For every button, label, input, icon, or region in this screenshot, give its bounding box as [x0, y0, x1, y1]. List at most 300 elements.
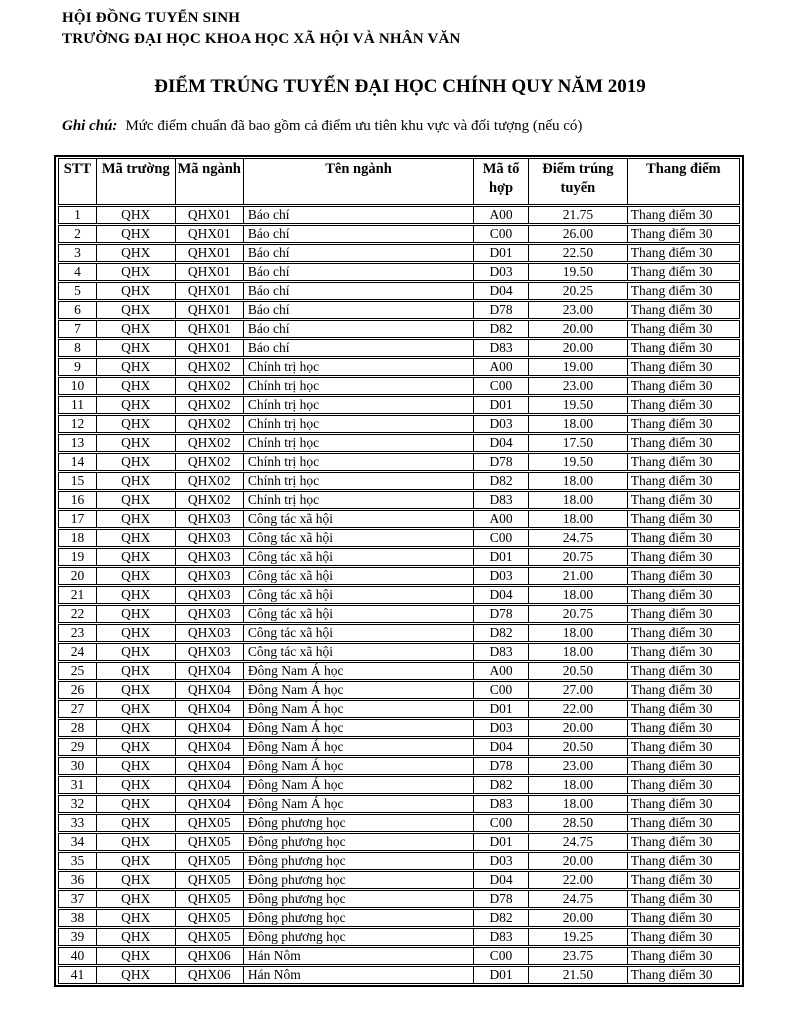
cell-diem-trung-tuyen: 20.00 — [529, 719, 628, 737]
cell-ma-nganh: QHX02 — [176, 377, 244, 395]
cell-diem-trung-tuyen: 22.00 — [529, 700, 628, 718]
cell-thang-diem: Thang điểm 30 — [628, 472, 740, 490]
cell-ma-nganh: QHX03 — [176, 643, 244, 661]
table-row — [58, 263, 740, 281]
cell-ma-to-hop: D01 — [474, 700, 529, 718]
table-row — [58, 301, 740, 319]
cell-stt: 27 — [58, 700, 97, 718]
cell-ma-to-hop: D83 — [474, 491, 529, 509]
cell-diem-trung-tuyen: 26.00 — [529, 225, 628, 243]
cell-stt: 29 — [58, 738, 97, 756]
cell-ma-nganh: QHX02 — [176, 434, 244, 452]
cell-ma-to-hop: D01 — [474, 244, 529, 262]
cell-ma-to-hop: D83 — [474, 795, 529, 813]
column-header-ma-to-hop: Mã tổ hợp — [474, 158, 529, 205]
table-row — [58, 814, 740, 832]
cell-stt: 36 — [58, 871, 97, 889]
cell-ma-to-hop: D01 — [474, 548, 529, 566]
cell-ten-nganh: Chính trị học — [244, 415, 474, 433]
cell-ma-to-hop: D82 — [474, 320, 529, 338]
cell-diem-trung-tuyen: 19.25 — [529, 928, 628, 946]
cell-ten-nganh: Báo chí — [244, 320, 474, 338]
cell-ma-nganh: QHX05 — [176, 852, 244, 870]
cell-thang-diem: Thang điểm 30 — [628, 206, 740, 224]
cell-ten-nganh: Chính trị học — [244, 491, 474, 509]
cell-ten-nganh: Chính trị học — [244, 453, 474, 471]
scores-table — [58, 157, 740, 985]
cell-ten-nganh: Đông Nam Á học — [244, 719, 474, 737]
table-row — [58, 624, 740, 642]
table-row — [58, 472, 740, 490]
page-title: ĐIỂM TRÚNG TUYỂN ĐẠI HỌC CHÍNH QUY NĂM 2019 — [154, 76, 646, 97]
cell-ma-nganh: QHX06 — [176, 966, 244, 984]
table-row — [58, 529, 740, 547]
cell-stt: 16 — [58, 491, 97, 509]
note-text: Mức điểm chuẩn đã bao gồm cả điểm ưu tiên khu vực và đối tượng (nếu có) — [125, 118, 583, 134]
column-header-diem-trung-tuyen: Điểm trúng tuyển — [529, 158, 628, 205]
cell-ma-truong: QHX — [97, 719, 176, 737]
cell-thang-diem: Thang điểm 30 — [628, 966, 740, 984]
cell-ma-truong: QHX — [97, 491, 176, 509]
cell-ten-nganh: Công tác xã hội — [244, 605, 474, 623]
cell-diem-trung-tuyen: 23.00 — [529, 757, 628, 775]
cell-ma-nganh: QHX01 — [176, 320, 244, 338]
cell-diem-trung-tuyen: 18.00 — [529, 510, 628, 528]
cell-thang-diem: Thang điểm 30 — [628, 377, 740, 395]
cell-thang-diem: Thang điểm 30 — [628, 643, 740, 661]
cell-stt: 11 — [58, 396, 97, 414]
cell-stt: 28 — [58, 719, 97, 737]
cell-ma-nganh: QHX02 — [176, 415, 244, 433]
cell-ten-nganh: Công tác xã hội — [244, 567, 474, 585]
cell-diem-trung-tuyen: 22.00 — [529, 871, 628, 889]
table-row — [58, 890, 740, 908]
cell-ma-to-hop: D82 — [474, 472, 529, 490]
table-row — [58, 757, 740, 775]
cell-ma-truong: QHX — [97, 852, 176, 870]
cell-ten-nganh: Đông phương học — [244, 852, 474, 870]
table-row — [58, 339, 740, 357]
cell-diem-trung-tuyen: 21.50 — [529, 966, 628, 984]
cell-ma-nganh: QHX04 — [176, 757, 244, 775]
cell-diem-trung-tuyen: 20.50 — [529, 738, 628, 756]
cell-ma-nganh: QHX04 — [176, 776, 244, 794]
cell-ten-nganh: Chính trị học — [244, 434, 474, 452]
cell-ma-truong: QHX — [97, 529, 176, 547]
cell-ten-nganh: Đông phương học — [244, 814, 474, 832]
cell-stt: 35 — [58, 852, 97, 870]
column-header-stt: STT — [58, 158, 97, 205]
cell-stt: 3 — [58, 244, 97, 262]
cell-thang-diem: Thang điểm 30 — [628, 339, 740, 357]
table-row — [58, 738, 740, 756]
cell-ma-to-hop: D04 — [474, 871, 529, 889]
cell-diem-trung-tuyen: 18.00 — [529, 415, 628, 433]
cell-diem-trung-tuyen: 20.25 — [529, 282, 628, 300]
cell-diem-trung-tuyen: 24.75 — [529, 833, 628, 851]
cell-ma-to-hop: D04 — [474, 738, 529, 756]
cell-thang-diem: Thang điểm 30 — [628, 529, 740, 547]
table-row — [58, 605, 740, 623]
cell-ma-to-hop: D01 — [474, 833, 529, 851]
cell-ten-nganh: Công tác xã hội — [244, 529, 474, 547]
cell-ma-to-hop: C00 — [474, 814, 529, 832]
cell-stt: 12 — [58, 415, 97, 433]
table-row — [58, 320, 740, 338]
cell-ma-nganh: QHX03 — [176, 529, 244, 547]
cell-stt: 6 — [58, 301, 97, 319]
cell-diem-trung-tuyen: 27.00 — [529, 681, 628, 699]
cell-ma-to-hop: D78 — [474, 605, 529, 623]
table-row — [58, 681, 740, 699]
cell-ma-truong: QHX — [97, 890, 176, 908]
cell-diem-trung-tuyen: 20.00 — [529, 339, 628, 357]
cell-ma-to-hop: C00 — [474, 681, 529, 699]
cell-ma-truong: QHX — [97, 415, 176, 433]
cell-thang-diem: Thang điểm 30 — [628, 624, 740, 642]
table-row — [58, 206, 740, 224]
cell-ma-to-hop: D04 — [474, 282, 529, 300]
cell-ma-truong: QHX — [97, 795, 176, 813]
cell-stt: 5 — [58, 282, 97, 300]
cell-thang-diem: Thang điểm 30 — [628, 662, 740, 680]
cell-ten-nganh: Đông Nam Á học — [244, 681, 474, 699]
cell-ten-nganh: Đông phương học — [244, 833, 474, 851]
cell-ma-to-hop: D83 — [474, 928, 529, 946]
cell-ma-to-hop: D04 — [474, 586, 529, 604]
cell-diem-trung-tuyen: 20.00 — [529, 320, 628, 338]
cell-thang-diem: Thang điểm 30 — [628, 681, 740, 699]
cell-diem-trung-tuyen: 20.75 — [529, 605, 628, 623]
cell-thang-diem: Thang điểm 30 — [628, 244, 740, 262]
cell-diem-trung-tuyen: 17.50 — [529, 434, 628, 452]
cell-ma-truong: QHX — [97, 928, 176, 946]
scores-table-container — [54, 155, 744, 987]
cell-ten-nganh: Đông Nam Á học — [244, 662, 474, 680]
cell-diem-trung-tuyen: 20.50 — [529, 662, 628, 680]
cell-ma-nganh: QHX05 — [176, 871, 244, 889]
cell-ma-nganh: QHX04 — [176, 719, 244, 737]
table-row — [58, 377, 740, 395]
cell-ten-nganh: Báo chí — [244, 339, 474, 357]
table-row — [58, 548, 740, 566]
cell-ma-truong: QHX — [97, 947, 176, 965]
cell-thang-diem: Thang điểm 30 — [628, 757, 740, 775]
cell-stt: 20 — [58, 567, 97, 585]
cell-diem-trung-tuyen: 19.00 — [529, 358, 628, 376]
cell-stt: 25 — [58, 662, 97, 680]
cell-ma-truong: QHX — [97, 700, 176, 718]
cell-thang-diem: Thang điểm 30 — [628, 719, 740, 737]
column-header-thang-diem: Thang điểm — [628, 158, 740, 205]
cell-ten-nganh: Đông Nam Á học — [244, 738, 474, 756]
cell-thang-diem: Thang điểm 30 — [628, 928, 740, 946]
cell-ma-nganh: QHX01 — [176, 206, 244, 224]
table-row — [58, 244, 740, 262]
cell-ma-nganh: QHX05 — [176, 928, 244, 946]
cell-ma-to-hop: D82 — [474, 624, 529, 642]
cell-ten-nganh: Báo chí — [244, 301, 474, 319]
cell-ma-to-hop: D78 — [474, 890, 529, 908]
cell-ma-truong: QHX — [97, 605, 176, 623]
cell-ma-nganh: QHX04 — [176, 662, 244, 680]
column-header-ma-truong: Mã trường — [97, 158, 176, 205]
cell-ma-nganh: QHX03 — [176, 586, 244, 604]
cell-thang-diem: Thang điểm 30 — [628, 700, 740, 718]
cell-ten-nganh: Công tác xã hội — [244, 643, 474, 661]
cell-ma-nganh: QHX01 — [176, 339, 244, 357]
cell-ma-truong: QHX — [97, 396, 176, 414]
cell-ten-nganh: Công tác xã hội — [244, 624, 474, 642]
cell-stt: 14 — [58, 453, 97, 471]
table-row — [58, 510, 740, 528]
cell-stt: 4 — [58, 263, 97, 281]
table-row — [58, 282, 740, 300]
table-row — [58, 491, 740, 509]
cell-ten-nganh: Đông Nam Á học — [244, 700, 474, 718]
cell-ma-nganh: QHX05 — [176, 814, 244, 832]
table-row — [58, 700, 740, 718]
cell-stt: 24 — [58, 643, 97, 661]
cell-ma-truong: QHX — [97, 966, 176, 984]
cell-stt: 32 — [58, 795, 97, 813]
cell-ma-truong: QHX — [97, 510, 176, 528]
cell-ma-to-hop: D78 — [474, 757, 529, 775]
cell-ma-truong: QHX — [97, 662, 176, 680]
cell-ten-nganh: Đông Nam Á học — [244, 776, 474, 794]
table-row — [58, 966, 740, 984]
table-row — [58, 396, 740, 414]
cell-ma-nganh: QHX04 — [176, 681, 244, 699]
cell-thang-diem: Thang điểm 30 — [628, 510, 740, 528]
cell-thang-diem: Thang điểm 30 — [628, 738, 740, 756]
cell-thang-diem: Thang điểm 30 — [628, 396, 740, 414]
cell-diem-trung-tuyen: 21.00 — [529, 567, 628, 585]
cell-diem-trung-tuyen: 18.00 — [529, 795, 628, 813]
cell-stt: 19 — [58, 548, 97, 566]
cell-ma-to-hop: D83 — [474, 339, 529, 357]
cell-diem-trung-tuyen: 18.00 — [529, 643, 628, 661]
cell-ma-truong: QHX — [97, 472, 176, 490]
cell-thang-diem: Thang điểm 30 — [628, 852, 740, 870]
cell-ma-truong: QHX — [97, 871, 176, 889]
cell-ma-nganh: QHX04 — [176, 738, 244, 756]
cell-ma-to-hop: D03 — [474, 719, 529, 737]
cell-ma-to-hop: D03 — [474, 263, 529, 281]
cell-ma-nganh: QHX03 — [176, 624, 244, 642]
cell-thang-diem: Thang điểm 30 — [628, 947, 740, 965]
cell-ma-nganh: QHX03 — [176, 605, 244, 623]
cell-diem-trung-tuyen: 20.00 — [529, 909, 628, 927]
cell-thang-diem: Thang điểm 30 — [628, 358, 740, 376]
cell-ten-nganh: Hán Nôm — [244, 966, 474, 984]
cell-ma-truong: QHX — [97, 225, 176, 243]
cell-thang-diem: Thang điểm 30 — [628, 320, 740, 338]
cell-ten-nganh: Công tác xã hội — [244, 510, 474, 528]
cell-ma-nganh: QHX03 — [176, 567, 244, 585]
cell-diem-trung-tuyen: 19.50 — [529, 263, 628, 281]
cell-diem-trung-tuyen: 23.75 — [529, 947, 628, 965]
cell-ma-to-hop: C00 — [474, 377, 529, 395]
cell-ma-to-hop: C00 — [474, 225, 529, 243]
cell-ma-to-hop: A00 — [474, 510, 529, 528]
cell-stt: 7 — [58, 320, 97, 338]
cell-ten-nganh: Chính trị học — [244, 472, 474, 490]
cell-ten-nganh: Đông Nam Á học — [244, 795, 474, 813]
cell-stt: 41 — [58, 966, 97, 984]
cell-ten-nganh: Đông phương học — [244, 909, 474, 927]
table-row — [58, 358, 740, 376]
cell-ten-nganh: Chính trị học — [244, 396, 474, 414]
cell-ma-nganh: QHX01 — [176, 225, 244, 243]
table-row — [58, 947, 740, 965]
table-header — [58, 158, 740, 205]
cell-thang-diem: Thang điểm 30 — [628, 909, 740, 927]
cell-stt: 10 — [58, 377, 97, 395]
cell-diem-trung-tuyen: 20.00 — [529, 852, 628, 870]
cell-diem-trung-tuyen: 18.00 — [529, 472, 628, 490]
cell-thang-diem: Thang điểm 30 — [628, 282, 740, 300]
table-row — [58, 415, 740, 433]
cell-ma-to-hop: C00 — [474, 947, 529, 965]
cell-thang-diem: Thang điểm 30 — [628, 795, 740, 813]
cell-stt: 23 — [58, 624, 97, 642]
cell-stt: 8 — [58, 339, 97, 357]
cell-ma-truong: QHX — [97, 206, 176, 224]
cell-ma-truong: QHX — [97, 358, 176, 376]
cell-ma-truong: QHX — [97, 624, 176, 642]
note — [62, 118, 800, 135]
table-row — [58, 225, 740, 243]
cell-diem-trung-tuyen: 24.75 — [529, 890, 628, 908]
cell-thang-diem: Thang điểm 30 — [628, 415, 740, 433]
cell-ma-truong: QHX — [97, 681, 176, 699]
cell-ma-truong: QHX — [97, 643, 176, 661]
cell-ma-truong: QHX — [97, 434, 176, 452]
cell-thang-diem: Thang điểm 30 — [628, 225, 740, 243]
cell-ma-truong: QHX — [97, 586, 176, 604]
table-row — [58, 871, 740, 889]
table-row — [58, 662, 740, 680]
cell-ma-truong: QHX — [97, 738, 176, 756]
cell-ten-nganh: Chính trị học — [244, 358, 474, 376]
cell-ma-to-hop: A00 — [474, 662, 529, 680]
cell-ten-nganh: Chính trị học — [244, 377, 474, 395]
cell-diem-trung-tuyen: 18.00 — [529, 624, 628, 642]
table-row — [58, 795, 740, 813]
cell-thang-diem: Thang điểm 30 — [628, 453, 740, 471]
cell-stt: 34 — [58, 833, 97, 851]
cell-ma-to-hop: D83 — [474, 643, 529, 661]
table-row — [58, 852, 740, 870]
cell-stt: 17 — [58, 510, 97, 528]
cell-stt: 22 — [58, 605, 97, 623]
cell-stt: 2 — [58, 225, 97, 243]
table-row — [58, 719, 740, 737]
table-row — [58, 928, 740, 946]
cell-ma-to-hop: D82 — [474, 909, 529, 927]
cell-ten-nganh: Đông phương học — [244, 928, 474, 946]
cell-ten-nganh: Đông phương học — [244, 871, 474, 889]
cell-stt: 30 — [58, 757, 97, 775]
cell-stt: 15 — [58, 472, 97, 490]
cell-ma-truong: QHX — [97, 833, 176, 851]
cell-ma-truong: QHX — [97, 776, 176, 794]
column-header-ten-nganh: Tên ngành — [244, 158, 474, 205]
cell-ma-nganh: QHX05 — [176, 890, 244, 908]
cell-diem-trung-tuyen: 21.75 — [529, 206, 628, 224]
cell-ma-nganh: QHX01 — [176, 244, 244, 262]
cell-ma-nganh: QHX02 — [176, 358, 244, 376]
cell-stt: 31 — [58, 776, 97, 794]
cell-diem-trung-tuyen: 24.75 — [529, 529, 628, 547]
cell-ma-to-hop: D03 — [474, 852, 529, 870]
cell-thang-diem: Thang điểm 30 — [628, 871, 740, 889]
table-header-row — [58, 158, 740, 205]
table-row — [58, 909, 740, 927]
cell-diem-trung-tuyen: 20.75 — [529, 548, 628, 566]
cell-ma-truong: QHX — [97, 301, 176, 319]
cell-ma-to-hop: A00 — [474, 206, 529, 224]
cell-stt: 26 — [58, 681, 97, 699]
cell-diem-trung-tuyen: 23.00 — [529, 301, 628, 319]
cell-ma-to-hop: D78 — [474, 301, 529, 319]
cell-stt: 9 — [58, 358, 97, 376]
cell-ma-to-hop: D03 — [474, 567, 529, 585]
cell-ten-nganh: Đông phương học — [244, 890, 474, 908]
table-row — [58, 833, 740, 851]
cell-ma-nganh: QHX03 — [176, 510, 244, 528]
table-row — [58, 643, 740, 661]
cell-ma-to-hop: D04 — [474, 434, 529, 452]
table-row — [58, 776, 740, 794]
cell-thang-diem: Thang điểm 30 — [628, 776, 740, 794]
table-row — [58, 586, 740, 604]
cell-diem-trung-tuyen: 23.00 — [529, 377, 628, 395]
cell-ma-truong: QHX — [97, 320, 176, 338]
note-label: Ghi chú: — [62, 118, 118, 134]
table-row — [58, 453, 740, 471]
cell-ma-truong: QHX — [97, 814, 176, 832]
cell-diem-trung-tuyen: 22.50 — [529, 244, 628, 262]
cell-ma-to-hop: C00 — [474, 529, 529, 547]
cell-ma-truong: QHX — [97, 282, 176, 300]
cell-ma-truong: QHX — [97, 339, 176, 357]
cell-stt: 39 — [58, 928, 97, 946]
cell-stt: 18 — [58, 529, 97, 547]
cell-stt: 40 — [58, 947, 97, 965]
org-header — [62, 0, 800, 50]
cell-ma-truong: QHX — [97, 453, 176, 471]
cell-ma-nganh: QHX01 — [176, 263, 244, 281]
cell-diem-trung-tuyen: 18.00 — [529, 491, 628, 509]
cell-thang-diem: Thang điểm 30 — [628, 814, 740, 832]
column-header-ma-nganh: Mã ngành — [176, 158, 244, 205]
cell-ma-nganh: QHX02 — [176, 472, 244, 490]
cell-ma-to-hop: A00 — [474, 358, 529, 376]
cell-thang-diem: Thang điểm 30 — [628, 434, 740, 452]
org-name-line2: TRƯỜNG ĐẠI HỌC KHOA HỌC XÃ HỘI VÀ NHÂN VĂN — [62, 31, 461, 47]
cell-diem-trung-tuyen: 28.50 — [529, 814, 628, 832]
cell-ten-nganh: Công tác xã hội — [244, 586, 474, 604]
cell-diem-trung-tuyen: 18.00 — [529, 776, 628, 794]
cell-ma-truong: QHX — [97, 567, 176, 585]
cell-diem-trung-tuyen: 19.50 — [529, 396, 628, 414]
cell-thang-diem: Thang điểm 30 — [628, 301, 740, 319]
cell-thang-diem: Thang điểm 30 — [628, 586, 740, 604]
cell-thang-diem: Thang điểm 30 — [628, 605, 740, 623]
cell-ma-truong: QHX — [97, 548, 176, 566]
